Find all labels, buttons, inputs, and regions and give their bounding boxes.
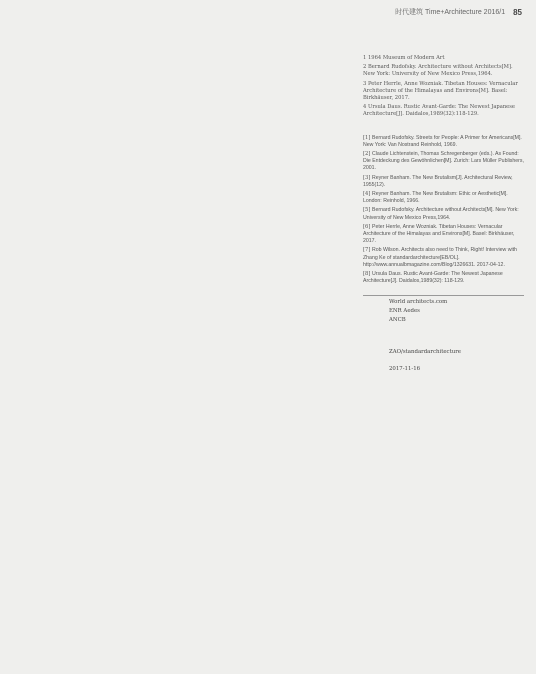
- notes-list: [363, 55, 524, 119]
- reference-number: [1]: [363, 134, 371, 141]
- page-number: 85: [513, 7, 522, 17]
- reference-text-en: Bernard Rudofsky. Streets for People: A Primer for Americans[M]. New York: Van Nostrand Reinhold, 1969.: [363, 134, 522, 148]
- note-text-en: Bernard Rudofsky. Architecture without Architects[M]. New York: University of New Mexico Press,1964.: [363, 64, 513, 78]
- reference-number: [4]: [363, 191, 371, 198]
- info-row: [363, 317, 524, 325]
- reference-text-en: Reyner Banham. The New Brutalism[J]. Architectural Review, 1955(12).: [363, 174, 513, 188]
- reference-item: [363, 247, 524, 269]
- body-paragraph: [188, 124, 346, 133]
- info-key: [363, 358, 389, 365]
- note-item: [363, 81, 524, 103]
- body-paragraph: [363, 30, 524, 39]
- info-row: [363, 325, 524, 332]
- note-text-en: Peter Herrle, Anne Wozniak. Tibetan Houses: Vernacular Architecture of the Himalayas and Environs[M]. Basel: Birkhäuser, 2017.: [363, 80, 518, 102]
- reference-text-en: Bernard Rudofsky. Architecture without Architects[M]. New York: University of New Mexico Press,1964.: [363, 207, 519, 221]
- body-paragraph: [12, 82, 170, 91]
- references-heading: [363, 125, 524, 133]
- info-value: World architects.com: [389, 299, 448, 306]
- info-value: [389, 358, 524, 365]
- body-paragraph: [188, 43, 346, 52]
- body-paragraph: [12, 43, 170, 52]
- info-value: ENR Aedes: [389, 308, 420, 315]
- body-paragraph: [12, 69, 170, 78]
- reference-item: [363, 207, 524, 221]
- reference-item: [363, 191, 524, 205]
- info-row: [363, 358, 524, 365]
- references-list: [363, 135, 524, 286]
- info-key: [363, 349, 389, 357]
- note-item: [363, 104, 524, 118]
- info-value: ZAO/standardarchitecture: [389, 349, 461, 356]
- body-paragraph: [12, 95, 170, 104]
- info-key: [363, 308, 389, 316]
- info-key: [363, 317, 389, 325]
- body-paragraph: [188, 56, 346, 65]
- text-column-2: [188, 30, 346, 137]
- notes-heading: [363, 45, 524, 53]
- reference-text-en: Reyner Banham. The New Brutalism: Ethic or Aesthetic[M]. London: Reinhold, 1966.: [363, 191, 508, 205]
- info-value: [389, 341, 524, 348]
- reference-text-en: Peter Herrle, Anne Wozniak. Tibetan Houses: Vernacular Architecture of the Himalayas and Environs[M]. Basel: Birkhäuser, 2017.: [363, 223, 515, 245]
- info-row: [363, 349, 524, 357]
- section-heading: [188, 97, 346, 107]
- note-text-en: Ursula Daus. Rustic Avant-Garde: The Newest Japanese Architecture[J]. Daidalos,1989(32):118-129.: [363, 104, 515, 118]
- text-column-1: [12, 30, 170, 121]
- info-row: [363, 333, 524, 340]
- reference-text-en: Rob Wilson. Architects also need to Think, Right! Interview with Zhang Ke of standardarchitecture[EB/OL]. http://www.annualbmagazine.com/Blog/1326631. 2017-04-12.: [363, 247, 517, 268]
- info-row: [363, 366, 524, 374]
- note-number: 3: [363, 80, 367, 87]
- body-paragraph: [12, 56, 170, 65]
- body-paragraph: [188, 69, 346, 78]
- info-key: [363, 333, 389, 340]
- note-number: 1: [363, 55, 367, 61]
- reference-number: [6]: [363, 223, 371, 230]
- reference-item: [363, 151, 524, 173]
- reference-item: [363, 175, 524, 189]
- info-value: [389, 333, 524, 340]
- info-value: 2017-11-16: [389, 365, 421, 372]
- reference-item: [363, 224, 524, 246]
- article-info-box: [363, 295, 524, 373]
- body-paragraph: [188, 82, 346, 91]
- reference-number: [8]: [363, 271, 371, 278]
- info-value: [389, 325, 524, 332]
- note-text: 1964: [367, 55, 382, 61]
- info-key: [363, 299, 389, 307]
- info-key: [363, 325, 389, 332]
- info-row: [363, 308, 524, 316]
- body-paragraph: [12, 30, 170, 39]
- info-row: [363, 299, 524, 307]
- journal-title: 时代建筑 Time+Architecture 2016/1: [395, 9, 506, 16]
- info-value: ANCB: [389, 316, 406, 323]
- note-item: [363, 55, 524, 62]
- body-paragraph: [12, 108, 170, 117]
- note-number: 4: [363, 104, 367, 111]
- text-column-3: [363, 30, 524, 374]
- reference-text-en: Ursula Daus. Rustic Avant-Garde: The Newest Japanese Architecture[J]. Daidalos,1989(32): 118-129.: [363, 271, 503, 285]
- body-paragraph: [188, 30, 346, 39]
- info-key: [363, 366, 389, 374]
- body-paragraph: [188, 111, 346, 120]
- reference-text-en: Claude Lichtenstein, Thomas Schregenberger (eds.). As Found: Die Entdeckung des Gewöhnlichen[M]. Zurich: Lars Müller Publishers, 2001.: [363, 151, 524, 172]
- note-text-en: Museum of Modern Art: [382, 55, 445, 61]
- note-item: [363, 64, 524, 78]
- reference-item: [363, 135, 524, 149]
- reference-number: [2]: [363, 151, 371, 158]
- running-header: [395, 5, 522, 19]
- reference-number: [3]: [363, 174, 371, 181]
- info-row: [363, 341, 524, 348]
- info-key: [363, 341, 389, 348]
- reference-number: [5]: [363, 207, 371, 214]
- reference-item: [363, 271, 524, 285]
- reference-number: [7]: [363, 247, 371, 254]
- note-number: 2: [363, 64, 367, 71]
